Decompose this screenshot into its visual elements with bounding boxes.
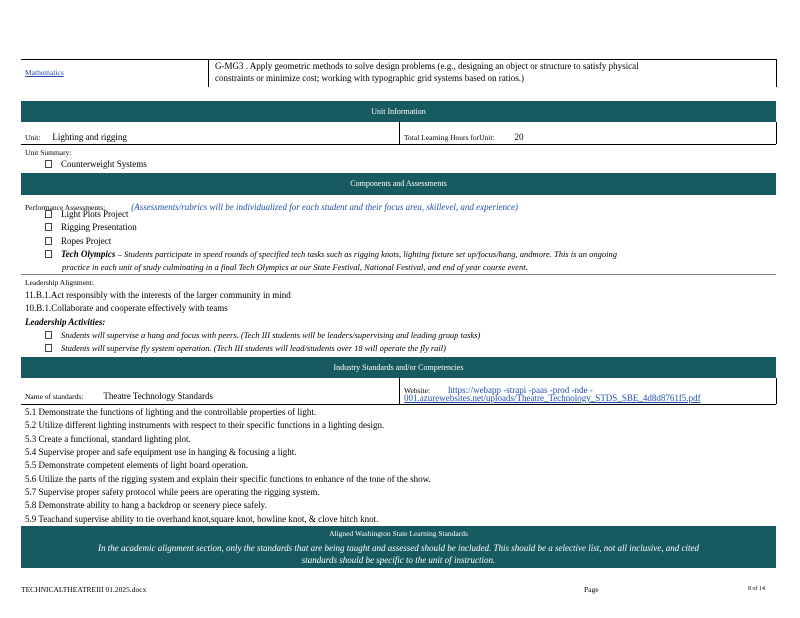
math-standard-line2: constraints or minimize cost; working with typographic grid systems based on ratios.) <box>215 73 524 83</box>
aligned-header: Aligned Washington State Learning Standards <box>329 529 468 538</box>
standard-item: 5.3 Create a functional, standard lighting plot. <box>25 434 191 444</box>
bullet-icon <box>45 223 52 231</box>
tech-olympics-line1: Tech Olympics – Students participate in speed rounds of specified tech tasks such as rigging knots, lighting fixture set up/focus/hang, andmore. This is an ongoing <box>45 249 617 259</box>
tech-olympics-line2: practice in each unit of study culminating in a final Tech Olympics at our State Festival, National Festival, and end of year course event. <box>62 262 528 272</box>
bullet-icon <box>45 331 52 339</box>
unit-value: Lighting and rigging <box>52 132 127 142</box>
components-header: Components and Assessments <box>21 173 776 195</box>
aligned-standards-block <box>21 526 776 568</box>
performance-note: (Assessments/rubrics will be individualized for each student and their focus area, skillevel, and experience) <box>131 202 519 212</box>
footer-filename: TECHNICALTHEATREIII 01.2025.docx <box>21 585 147 594</box>
aligned-note-line2: standards should be specific to the unit of instruction. <box>301 555 496 565</box>
standard-item: 5.7 Supervise proper safety protocol while peers are operating the rigging system. <box>25 487 320 497</box>
summary-item: Counterweight Systems <box>45 159 147 169</box>
leadership-label: Leadership Alignment: <box>25 278 94 287</box>
website-label: Website: <box>404 386 431 395</box>
leadership-align-1: 11.B.1.Act responsibly with the interests of the larger community in mind <box>25 290 291 300</box>
standard-item: 5.9 Teachand supervise ability to tie overhand knot,square knot, bowline knot, & clove hitch knot. <box>25 514 379 524</box>
subject-label: Mathematics <box>25 68 64 77</box>
footer-page-count: 8 of 14 <box>748 586 765 592</box>
top-right-border <box>776 59 777 87</box>
assessment-item: Light Plots Project <box>45 209 129 219</box>
website-link-line2[interactable]: 001.azurewebsites.net/uploads/Theatre_Technology_STDS_SBE_4d8d8761f5.pdf <box>404 393 701 403</box>
industry-row-right-border <box>776 378 777 404</box>
industry-row-border <box>21 404 776 405</box>
hours-value: 20 <box>514 132 524 142</box>
tech-olympics-title: Tech Olympics <box>61 249 116 259</box>
top-divider <box>208 59 209 87</box>
math-standard-line1: G-MG3 . Apply geometric methods to solve design problems (e.g., designing an object or structure to satisfy physical <box>215 61 639 71</box>
unit-row-divider <box>399 122 400 144</box>
leadership-align-2: 10.B.1.Collaborate and cooperate effectively with teams <box>25 303 228 313</box>
unit-row-right-border <box>776 122 777 144</box>
leadership-activity: Students will supervise a hang and focus with peers. (Tech III students will be leaders/supervising and leading group tasks) <box>45 330 480 340</box>
bullet-icon <box>45 250 52 258</box>
unit-info-header: Unit Information <box>21 101 776 122</box>
assessment-item: Ropes Project <box>45 236 111 246</box>
assessment-item: Rigging Presentation <box>45 222 137 232</box>
bullet-icon <box>45 344 52 352</box>
bullet-icon <box>45 237 52 245</box>
summary-label: Unit Summary: <box>25 148 72 157</box>
standards-name-value: Theatre Technology Standards <box>103 391 213 401</box>
unit-label: Unit: <box>25 133 41 142</box>
aligned-note-line1: In the academic alignment section, only the standards that are being taught and assessed should be included. This should be a selective list, not all inclusive, and cited <box>98 543 699 553</box>
hours-label: Total Learning Hours forUnit: <box>404 133 495 142</box>
standard-item: 5.6 Utilize the parts of the rigging system and explain their specific functions to enhance of the tone of the show. <box>25 474 431 484</box>
standards-name-label: Name of standards: <box>25 392 84 401</box>
standard-item: 5.5 Demonstrate competent elements of light board operation. <box>25 460 249 470</box>
top-border <box>21 59 776 60</box>
bullet-icon <box>45 160 52 168</box>
leadership-activities-label: Leadership Activities: <box>25 317 106 327</box>
industry-row-divider <box>399 378 400 404</box>
standard-item: 5.4 Supervise proper and safe equipment use in hanging & focusing a light. <box>25 447 297 457</box>
leadership-activity: Students will supervise fly system operation. (Tech III students will lead/students over 18 will operate the fly rail) <box>45 343 446 353</box>
industry-header: Industry Standards and/or Competencies <box>21 357 776 378</box>
bullet-icon <box>45 210 52 218</box>
components-divider <box>21 274 776 275</box>
standard-item: 5.2 Utilize different lighting instruments with respect to their specific functions in a lighting design. <box>25 420 385 430</box>
footer-page-label: Page <box>584 585 599 594</box>
standard-item: 5.8 Demonstrate ability to hang a backdrop or scenery piece safely. <box>25 500 267 510</box>
performance-label: Performance Assessments: <box>25 203 106 212</box>
unit-row-border <box>21 144 776 145</box>
website-link-line1[interactable]: https://webapp -strapi -paas -prod -nde - <box>448 385 593 395</box>
standard-item: 5.1 Demonstrate the functions of lighting and the controllable properties of light. <box>25 407 317 417</box>
